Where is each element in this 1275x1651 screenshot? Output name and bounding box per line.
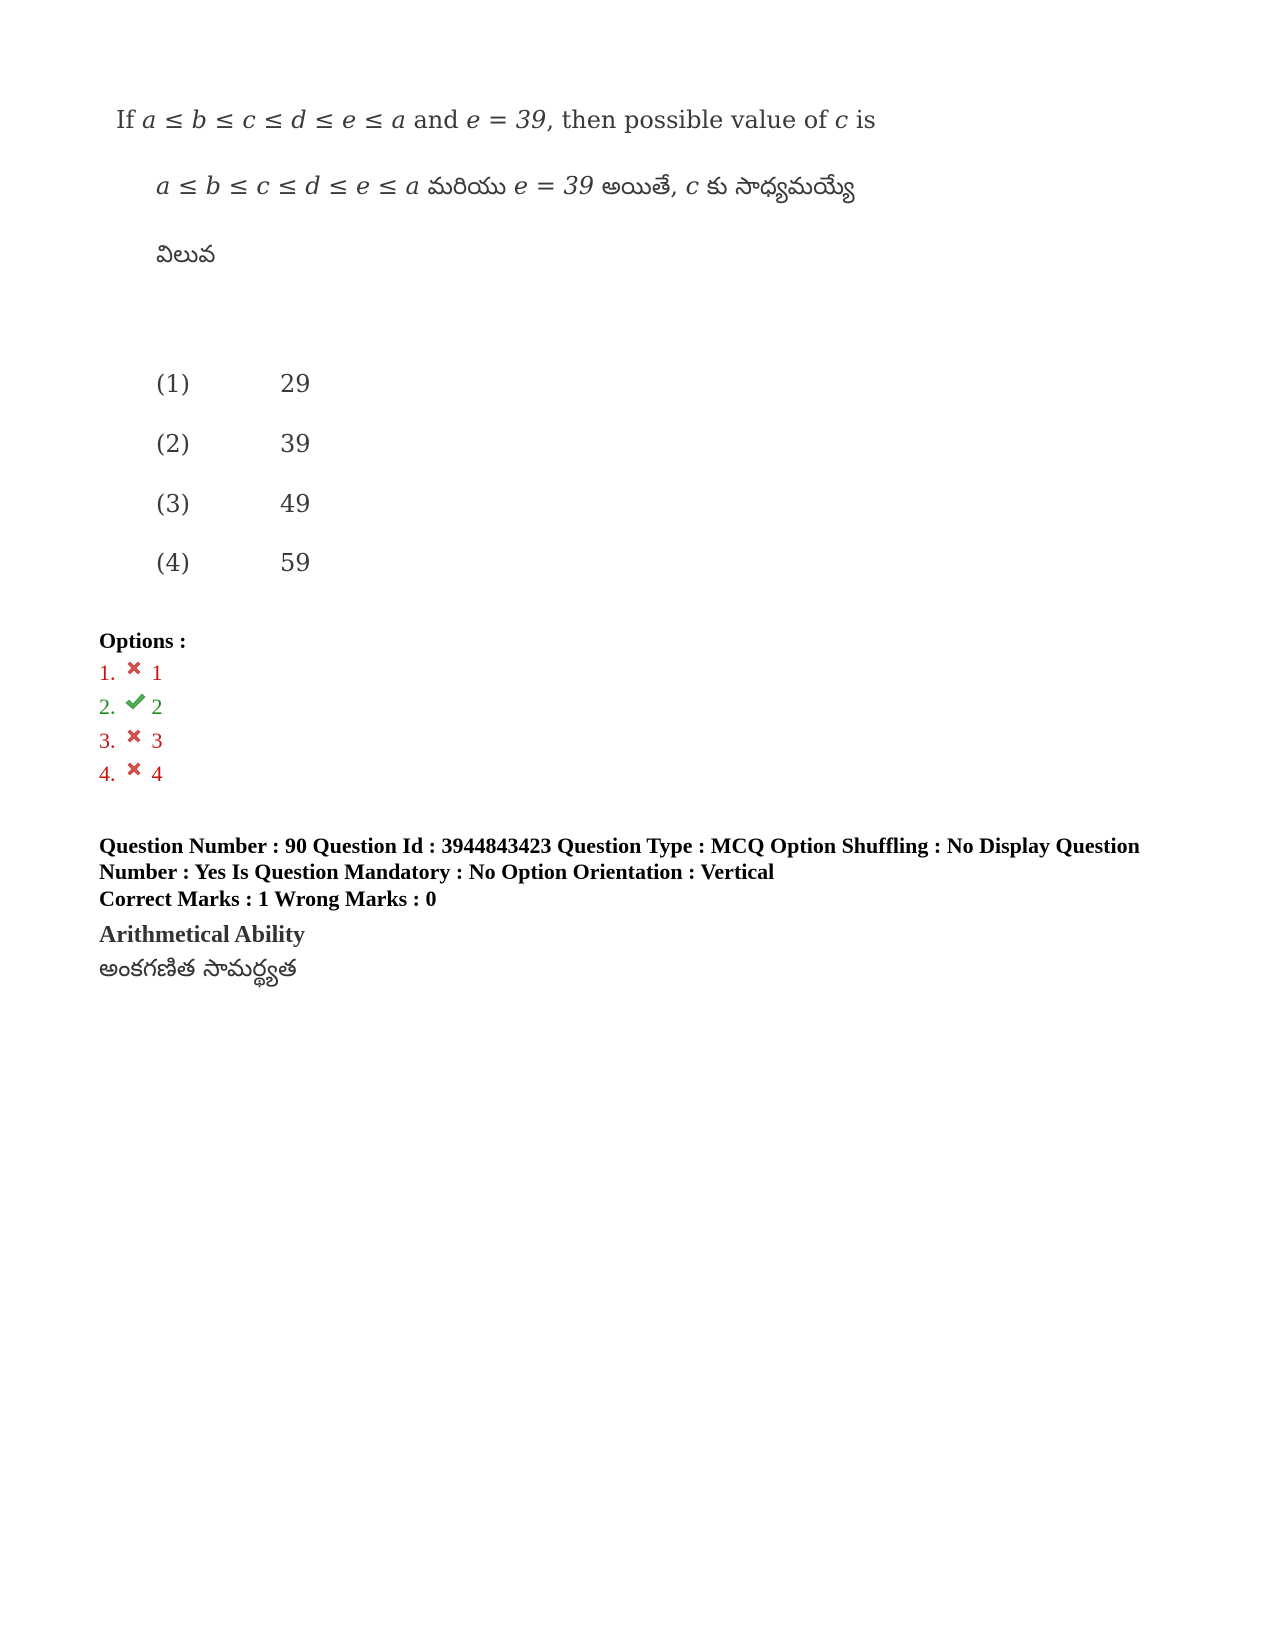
option-index: 1. <box>99 660 116 685</box>
cross-icon <box>124 759 144 779</box>
option-label: 1 <box>151 660 163 685</box>
question-text-english <box>116 106 876 134</box>
question-metadata: Question Number : 90 Question Id : 3944843423 Question Type : MCQ Option Shuffling : No Display Question Number : Yes Is Question Mandatory : No Option Orientation : Vertical <box>99 833 1140 884</box>
choice-number: (3) <box>156 490 190 518</box>
choice-value: 59 <box>280 549 311 577</box>
cross-icon <box>124 726 144 746</box>
check-icon <box>124 692 144 712</box>
option-item <box>99 660 163 686</box>
section-title-english: Arithmetical Ability <box>99 922 305 948</box>
question-prefix: If <box>116 106 142 134</box>
question-suffix: , then possible value of <box>546 106 835 134</box>
choice-number: (2) <box>156 430 190 458</box>
question-end: is <box>848 106 876 134</box>
choice-value: 39 <box>280 430 311 458</box>
question-text-telugu-line-2: విలువ <box>156 240 216 268</box>
option-index: 4. <box>99 761 116 786</box>
telugu-inequality: a ≤ b ≤ c ≤ d ≤ e ≤ a <box>156 172 420 200</box>
choice-number: (4) <box>156 549 190 577</box>
choice-value: 49 <box>280 490 311 518</box>
question-inequality: a ≤ b ≤ c ≤ d ≤ e ≤ a <box>142 106 406 134</box>
option-label: 3 <box>151 728 163 753</box>
telugu-rest: కు సాధ్యమయ్యే <box>699 172 855 200</box>
question-variable: c <box>834 106 849 134</box>
question-and: and <box>405 106 467 134</box>
telugu-then: అయితే, <box>594 172 686 200</box>
options-heading: Options : <box>99 628 187 653</box>
option-index: 3. <box>99 728 116 753</box>
option-item <box>99 728 163 754</box>
telugu-and: మరియు <box>419 172 514 200</box>
cross-icon <box>124 658 144 678</box>
telugu-condition: e = 39 <box>513 172 594 200</box>
choice-value: 29 <box>280 370 311 398</box>
section-title-telugu: అంకగణిత సామర్థ్యత <box>99 954 297 982</box>
choice-number: (1) <box>156 370 190 398</box>
marks-info: Correct Marks : 1 Wrong Marks : 0 <box>99 886 437 911</box>
question-text-telugu <box>156 172 855 206</box>
telugu-variable: c <box>685 172 700 200</box>
option-label: 2 <box>151 694 163 719</box>
question-condition: e = 39 <box>466 106 547 134</box>
option-item <box>99 761 163 787</box>
option-label: 4 <box>151 761 163 786</box>
option-item <box>99 694 163 720</box>
option-index: 2. <box>99 694 116 719</box>
